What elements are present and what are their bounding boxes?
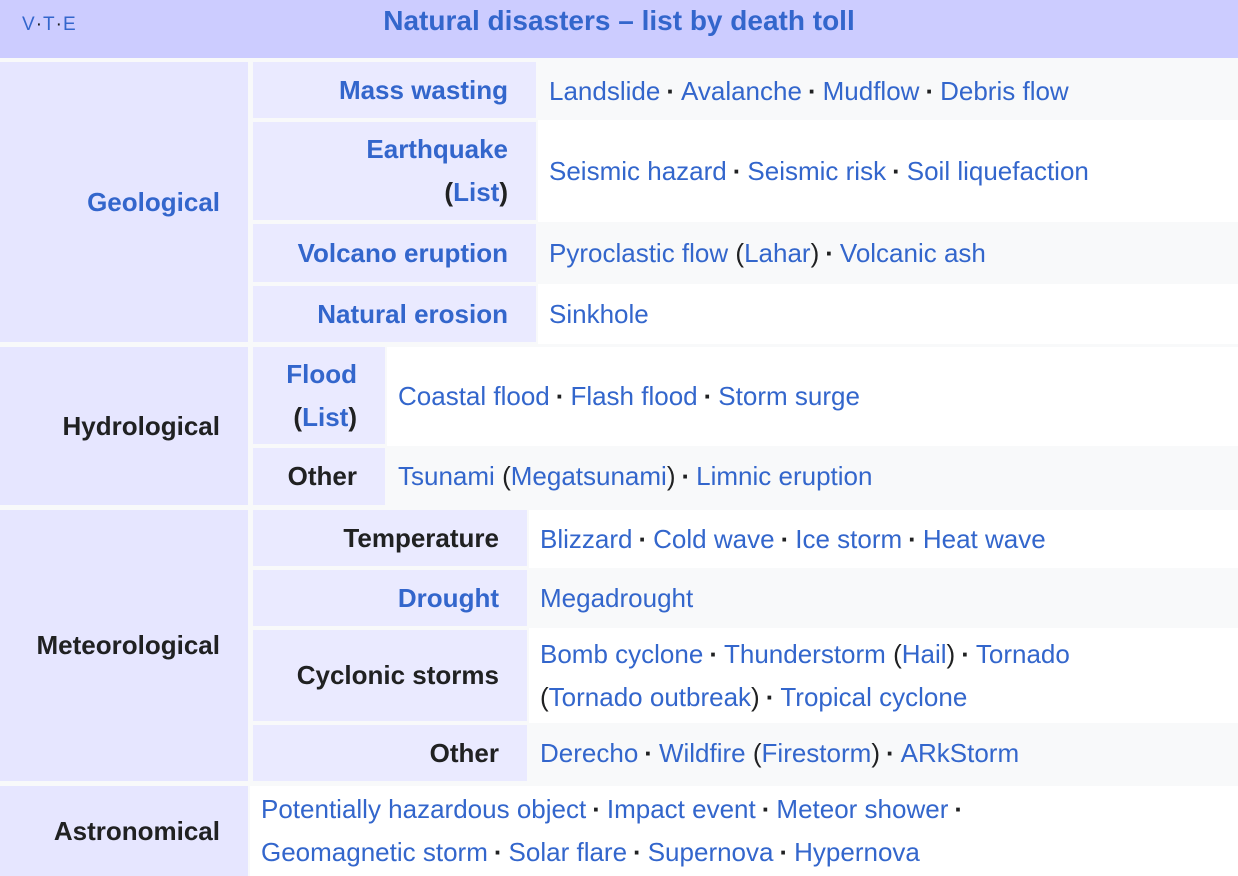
mass-wasting-link[interactable]: Mass wasting — [338, 74, 508, 105]
coastal-flood-link[interactable]: Coastal flood — [398, 381, 550, 411]
megatsunami-link[interactable]: Megatsunami — [510, 461, 667, 491]
sub-earthquake — [253, 122, 536, 220]
paren-open: ( — [502, 461, 511, 491]
sub-drought — [253, 570, 527, 626]
tornado-link[interactable]: Tornado — [975, 638, 1070, 669]
bullet-separator: · — [666, 75, 675, 106]
navbox-title — [0, 5, 1238, 37]
bullet-separator: · — [765, 681, 775, 712]
bullet-separator: · — [807, 75, 817, 106]
bullet-separator: · — [703, 381, 713, 411]
flood-link[interactable]: Flood — [286, 358, 357, 389]
natural-erosion-link[interactable]: Natural erosion — [317, 298, 508, 329]
view-template-link[interactable]: V — [22, 14, 36, 35]
volcanic-ash-link[interactable]: Volcanic ash — [839, 237, 986, 268]
sub-mass-wasting — [253, 62, 536, 118]
tsunami-link[interactable]: Tsunami — [398, 461, 495, 491]
vte-separator: · — [55, 14, 63, 35]
debris-flow-link[interactable]: Debris flow — [940, 75, 1069, 106]
firestorm-link[interactable]: Firestorm — [761, 737, 872, 768]
impact-event-link[interactable]: Impact event — [606, 794, 756, 824]
seismic-hazard-link[interactable]: Seismic hazard — [549, 155, 727, 186]
bullet-separator: · — [892, 155, 901, 186]
bullet-separator: · — [644, 737, 653, 768]
meteor-shower-link[interactable]: Meteor shower — [776, 794, 949, 824]
megadrought-link[interactable]: Megadrought — [540, 582, 694, 613]
bullet-separator: · — [961, 638, 970, 669]
earthquake-link[interactable]: Earthquake — [366, 134, 508, 164]
paren-open: ( — [893, 638, 902, 669]
list-volcano-eruption — [538, 222, 1238, 284]
bullet-separator: · — [908, 523, 917, 554]
tornado-outbreak-link[interactable]: Tornado outbreak — [548, 681, 752, 712]
hail-link[interactable]: Hail — [901, 638, 947, 669]
sub-natural-erosion — [253, 286, 536, 342]
list-earthquake — [538, 120, 1238, 222]
flash-flood-link[interactable]: Flash flood — [570, 381, 698, 411]
bullet-separator: · — [681, 461, 691, 491]
soil-liquefaction-link[interactable]: Soil liquefaction — [906, 155, 1089, 186]
talk-template-link[interactable]: T — [43, 14, 56, 35]
sub-hydrological-other — [253, 448, 385, 505]
sinkhole-link[interactable]: Sinkhole — [549, 298, 649, 329]
drought-link[interactable]: Drought — [397, 582, 499, 613]
group-hydrological — [0, 347, 248, 505]
sub-temperature — [253, 510, 527, 566]
vte-separator: · — [35, 14, 44, 35]
bullet-separator: · — [732, 155, 742, 186]
avalanche-link[interactable]: Avalanche — [680, 75, 802, 106]
bullet-separator: · — [885, 737, 895, 768]
paren-open: ( — [540, 681, 549, 712]
mudflow-link[interactable]: Mudflow — [822, 75, 920, 106]
list-hydrological-other — [387, 446, 1238, 507]
storm-surge-link[interactable]: Storm surge — [718, 381, 860, 411]
hypernova-link[interactable]: Hypernova — [794, 837, 920, 867]
paren-close: ) — [871, 737, 880, 768]
limnic-eruption-link[interactable]: Limnic eruption — [696, 461, 873, 491]
blizzard-link[interactable]: Blizzard — [540, 523, 633, 554]
bullet-separator: · — [761, 794, 771, 824]
ice-storm-link[interactable]: Ice storm — [795, 523, 903, 554]
sub-meteorological-other — [253, 725, 527, 781]
bullet-separator: · — [780, 523, 790, 554]
wildfire-link[interactable]: Wildfire — [658, 737, 746, 768]
bullet-separator: · — [825, 237, 834, 268]
group-astronomical — [0, 786, 248, 876]
paren-close: ) — [810, 237, 820, 268]
flood-list-link[interactable]: List — [302, 401, 349, 432]
list-mass-wasting — [538, 62, 1238, 120]
group-hydrological-label: Hydrological — [62, 410, 220, 441]
bullet-separator: · — [633, 837, 642, 867]
paren-open: ( — [752, 737, 762, 768]
paren-close: ) — [751, 681, 760, 712]
group-geological-link[interactable]: Geological — [87, 186, 220, 217]
cyclonic-storms-label: Cyclonic storms — [296, 660, 499, 690]
arkstorm-link[interactable]: ARkStorm — [900, 737, 1020, 768]
list-drought — [529, 568, 1238, 628]
potentially-hazardous-object-link[interactable]: Potentially hazardous object — [261, 794, 587, 824]
bullet-separator: · — [954, 794, 964, 824]
derecho-link[interactable]: Derecho — [540, 737, 639, 768]
sub-volcano-eruption — [253, 224, 536, 282]
bullet-separator: · — [555, 381, 565, 411]
list-temperature — [529, 510, 1238, 568]
sub-cyclonic-storms — [253, 630, 527, 721]
list-astronomical — [250, 786, 1238, 876]
list-meteorological-other — [529, 723, 1238, 783]
meteorological-other-label: Other — [429, 737, 499, 768]
volcano-eruption-link[interactable]: Volcano eruption — [297, 237, 508, 268]
tropical-cyclone-link[interactable]: Tropical cyclone — [780, 681, 968, 712]
bullet-separator: · — [638, 523, 648, 554]
list-flood — [387, 347, 1238, 446]
bullet-separator: · — [779, 837, 789, 867]
earthquake-list-link[interactable]: List — [453, 177, 500, 207]
seismic-risk-link[interactable]: Seismic risk — [747, 155, 887, 186]
geomagnetic-storm-link[interactable]: Geomagnetic storm — [261, 837, 488, 867]
bullet-separator: · — [493, 837, 503, 867]
temperature-label: Temperature — [343, 522, 499, 553]
paren-close: ) — [666, 461, 676, 491]
bullet-separator: · — [925, 75, 935, 106]
bullet-separator: · — [592, 794, 601, 824]
pyroclastic-flow-link[interactable]: Pyroclastic flow — [549, 237, 729, 268]
earthquake-list-paren: (List) — [444, 177, 508, 207]
paren-open: ( — [735, 237, 745, 268]
sub-flood — [253, 347, 385, 444]
edit-template-link[interactable]: E — [62, 14, 77, 35]
cold-wave-link[interactable]: Cold wave — [653, 523, 775, 554]
paren-close: ) — [946, 638, 956, 669]
solar-flare-link[interactable]: Solar flare — [508, 837, 628, 867]
list-natural-erosion — [538, 284, 1238, 344]
list-cyclonic-storms — [529, 628, 1238, 723]
hydrological-other-label: Other — [287, 461, 357, 491]
flood-list-paren: (List) — [293, 401, 357, 432]
bomb-cyclone-link[interactable]: Bomb cyclone — [540, 638, 704, 669]
lahar-link[interactable]: Lahar — [744, 237, 811, 268]
group-meteorological-label: Meteorological — [36, 630, 220, 660]
group-geological — [0, 62, 248, 342]
group-astronomical-label: Astronomical — [53, 815, 220, 846]
landslide-link[interactable]: Landslide — [549, 75, 661, 106]
group-meteorological — [0, 510, 248, 781]
supernova-link[interactable]: Supernova — [647, 837, 774, 867]
thunderstorm-link[interactable]: Thunderstorm — [723, 638, 886, 669]
bullet-separator: · — [709, 638, 718, 669]
vte-links — [22, 14, 77, 36]
heat-wave-link[interactable]: Heat wave — [922, 523, 1046, 554]
navbox-title-link[interactable]: Natural disasters – list by death toll — [383, 5, 855, 36]
